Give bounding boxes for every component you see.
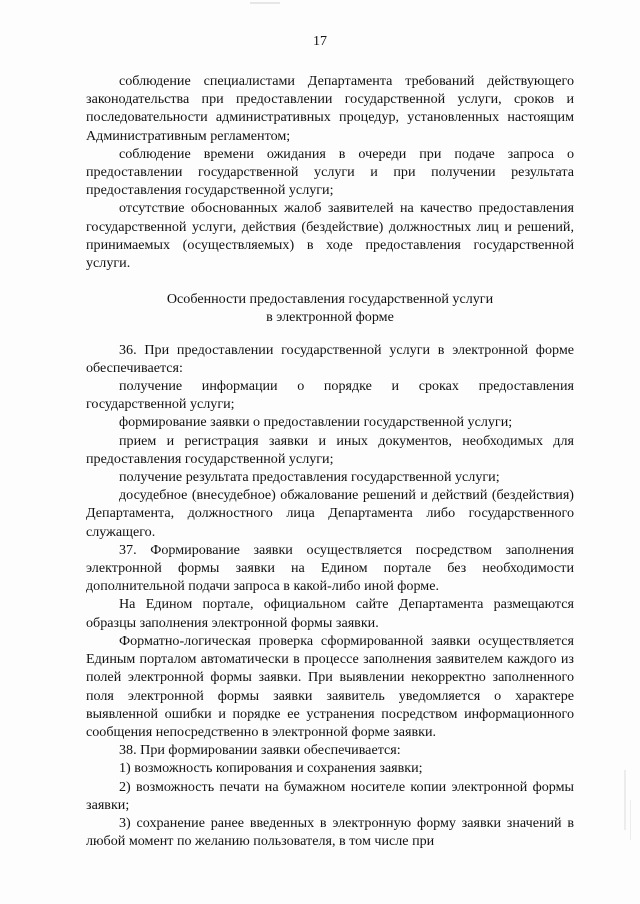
paragraph: Форматно-логическая проверка сформированной заявки осуществляется Единым порталом автоматически в процессе заполнения заявителем каждого из полей электронной формы заявки. При выявлении некорректно заполненного поля электронной формы заявки заявитель уведомляется о характере выявленной ошибки и порядке ее устранения посредством информационного сообщения непосредственно в электронной форме заявки. — [86, 632, 574, 740]
scan-speck — [630, 800, 631, 840]
paragraph: отсутствие обоснованных жалоб заявителей на качество предоставления государственной услуги, действия (бездействие) должностных лиц и решений, принимаемых (осуществляемых) в ходе предоставления государственной услуги. — [86, 200, 574, 272]
paragraph: формирование заявки о предоставлении государственной услуги; — [119, 414, 513, 431]
paragraph: соблюдение специалистами Департамента требований действующего законодательства при предоставлении государственной услуги, сроков и последовательности административных процедур, установленных настоящим Административным регламентом; — [86, 73, 574, 144]
page-body — [86, 72, 574, 850]
paragraph: получение результата предоставления государственной услуги; — [119, 469, 500, 486]
page-number: 17 — [313, 34, 327, 49]
paragraph: прием и регистрация заявки и иных документов, необходимых для предоставления государственной услуги; — [86, 432, 574, 467]
paragraph: На Едином портале, официальном сайте Департамента размещаются образцы заполнения электронной формы заявки. — [86, 596, 574, 631]
section-heading-line-1: Особенности предоставления государственной услуги — [166, 291, 494, 308]
paragraph: 37. Формирование заявки осуществляется посредством заполнения электронной формы заявки на Едином портале без необходимости дополнительной подачи запроса в какой-либо иной форме. — [86, 541, 574, 595]
paragraph: соблюдение времени ожидания в очереди при подаче запроса о предоставлении государственной услуги и при получении результата предоставления государственной услуги; — [86, 145, 574, 199]
paragraph: 3) сохранение ранее введенных в электронную форму заявки значений в любой момент по желанию пользователя, в том числе при — [86, 814, 574, 850]
section-heading-line-2: в электронной форме — [266, 309, 394, 326]
paragraph: досудебное (внесудебное) обжалование решений и действий (бездействия) Департамента, должностного лица Департамента либо государственного служащего. — [86, 487, 574, 540]
paragraph: 1) возможность копирования и сохранения заявки; — [119, 760, 423, 777]
paragraph: 2) возможность печати на бумажном носителе копии электронной формы заявки; — [86, 778, 574, 813]
paragraph: 38. При формировании заявки обеспечивается: — [119, 742, 401, 759]
paragraph: получение информации о порядке и сроках предоставления государственной услуги; — [86, 378, 574, 413]
scan-speck — [250, 2, 280, 4]
scan-speck — [624, 770, 626, 830]
paragraph: 36. При предоставлении государственной услуги в электронной форме обеспечивается: — [86, 341, 574, 376]
